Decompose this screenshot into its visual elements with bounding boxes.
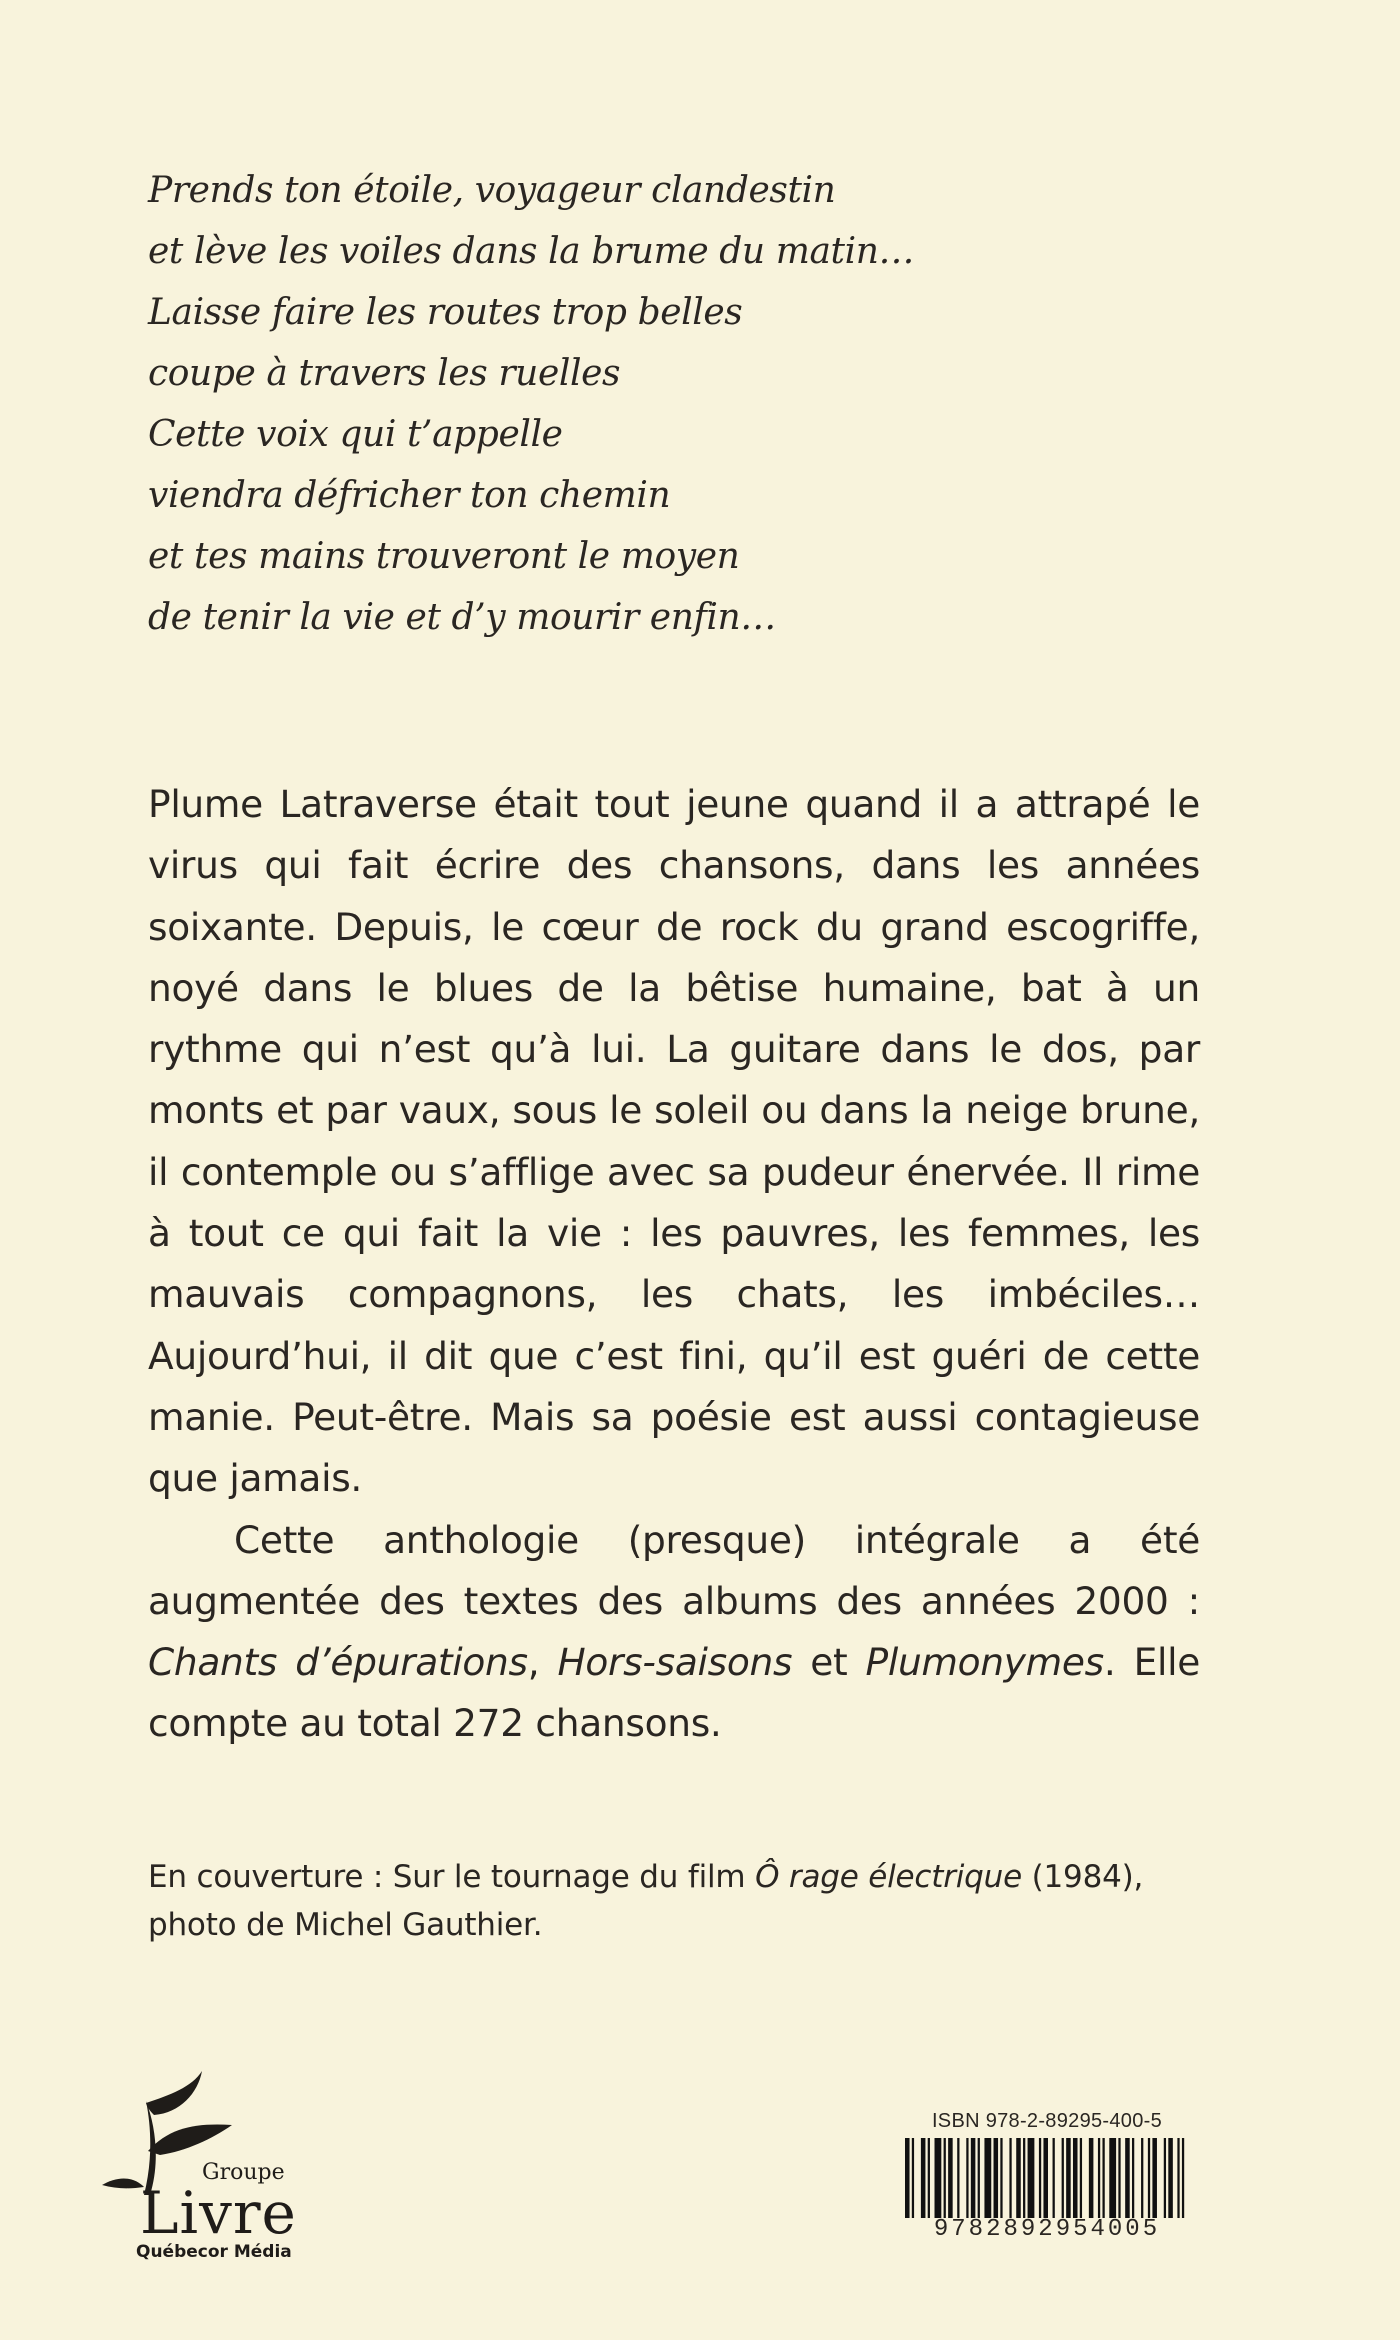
logo-quebecor-text: Québecor Média: [136, 2242, 292, 2262]
barcode-bar: [1089, 2138, 1094, 2218]
barcode-bar: [935, 2138, 942, 2218]
barcode-bar: [1062, 2138, 1064, 2218]
barcode-bar: [978, 2138, 980, 2218]
barcode-bar: [994, 2138, 999, 2218]
blurb-paragraph-2-outro: . Elle compte au total 272 chansons.: [148, 1640, 1200, 1746]
barcode-bar: [1039, 2138, 1041, 2218]
epigraph-poem: [148, 160, 914, 648]
barcode-bar: [948, 2138, 953, 2218]
publisher-logo: [100, 2065, 320, 2265]
poem-line: Laisse faire les routes trop belles: [148, 292, 743, 333]
barcode-bar: [912, 2138, 914, 2218]
barcode-bar: [1016, 2138, 1021, 2218]
poem-line: de tenir la vie et d’y mourir enfin…: [148, 597, 776, 638]
leaf-icon: [100, 2065, 320, 2265]
separator: et: [792, 1640, 866, 1685]
barcode-bar: [966, 2138, 968, 2218]
blurb-paragraph-1: Plume Latraverse était tout jeune quand il a attrapé le virus qui fait écrire des chansons, dans les années soixante. Depuis, le cœur de rock du grand escogriffe, noyé dans le blues de la bêtise humaine, bat à un rythme qui n’est qu’à lui. La guitare dans le dos, par monts et par vaux, sous le soleil ou dans la neige brune, il contemple ou s’afflige avec sa pudeur énervée. Il rime à tout ce qui fait la vie : les pauvres, les femmes, les mauvais compagnons, les chats, les imbéciles… Aujourd’hui, il dit que c’est fini, qu’il est guéri de cette manie. Peut-être. Mais sa poésie est aussi contagieuse que jamais.: [148, 782, 1200, 1501]
cover-photo-credit: [148, 1853, 1208, 1949]
barcode-bar: [1109, 2138, 1116, 2218]
barcode-bar: [984, 2138, 991, 2218]
barcode-bar: [905, 2138, 910, 2218]
barcode-bar: [1066, 2138, 1071, 2218]
barcode-bar: [1118, 2138, 1120, 2218]
blurb-paragraph-2-intro: Cette anthologie (presque) intégrale a été augmentée des textes des albums des années 2000 :: [148, 1517, 1200, 1623]
barcode-bar: [1168, 2138, 1173, 2218]
barcode-bar: [1043, 2138, 1048, 2218]
barcode-bar: [1148, 2138, 1150, 2218]
barcode-bar: [1009, 2138, 1011, 2218]
barcode-bar: [1125, 2138, 1130, 2218]
poem-line: et lève les voiles dans la brume du matin…: [148, 231, 915, 272]
barcode-bar: [971, 2138, 976, 2218]
barcode-bar: [1102, 2138, 1104, 2218]
barcode-bar: [957, 2138, 959, 2218]
separator: ,: [527, 1640, 558, 1685]
isbn-digits: 9782892954005: [933, 2216, 1161, 2243]
barcode-bar: [1098, 2138, 1100, 2218]
blurb-paragraph-2: [148, 1510, 1200, 1755]
back-cover-blurb: [148, 774, 1200, 1755]
credit-suffix: (1984), photo de Michel Gauthier.: [148, 1859, 1144, 1943]
isbn-label: ISBN 978-2-89295-400-5: [931, 2110, 1163, 2132]
barcode-bar: [1182, 2138, 1184, 2218]
barcode-bar: [1080, 2138, 1082, 2218]
album-title: Plumonymes: [865, 1640, 1104, 1685]
poem-line: et tes mains trouveront le moyen: [148, 536, 740, 577]
barcode-bar: [921, 2138, 926, 2218]
poem-line: Cette voix qui t’appelle: [148, 414, 563, 455]
barcode-bar: [928, 2138, 930, 2218]
isbn-barcode-block: [897, 2110, 1197, 2245]
film-title: Ô rage électrique: [755, 1859, 1022, 1895]
barcode-bar: [1028, 2138, 1035, 2218]
barcode: [903, 2138, 1193, 2218]
barcode-bar: [1164, 2138, 1166, 2218]
barcode-bar: [1152, 2138, 1157, 2218]
logo-livre-text: Livre: [140, 2179, 297, 2247]
barcode-bar: [1132, 2138, 1134, 2218]
barcode-bar: [1053, 2138, 1055, 2218]
credit-prefix: En couverture : Sur le tournage du film: [148, 1859, 756, 1895]
barcode-bar: [1000, 2138, 1002, 2218]
barcode-bar: [1177, 2138, 1179, 2218]
barcode-bar: [1023, 2138, 1025, 2218]
album-title: Hors-saisons: [557, 1640, 793, 1685]
logo-groupe-text: Groupe: [202, 2160, 285, 2185]
barcode-bar: [1073, 2138, 1078, 2218]
barcode-bar: [944, 2138, 946, 2218]
poem-line: coupe à travers les ruelles: [148, 353, 621, 394]
poem-line: viendra défricher ton chemin: [148, 475, 671, 516]
poem-line: Prends ton étoile, voyageur clandestin: [148, 170, 836, 211]
album-title: Chants d’épurations: [148, 1640, 528, 1685]
barcode-bar: [1141, 2138, 1143, 2218]
